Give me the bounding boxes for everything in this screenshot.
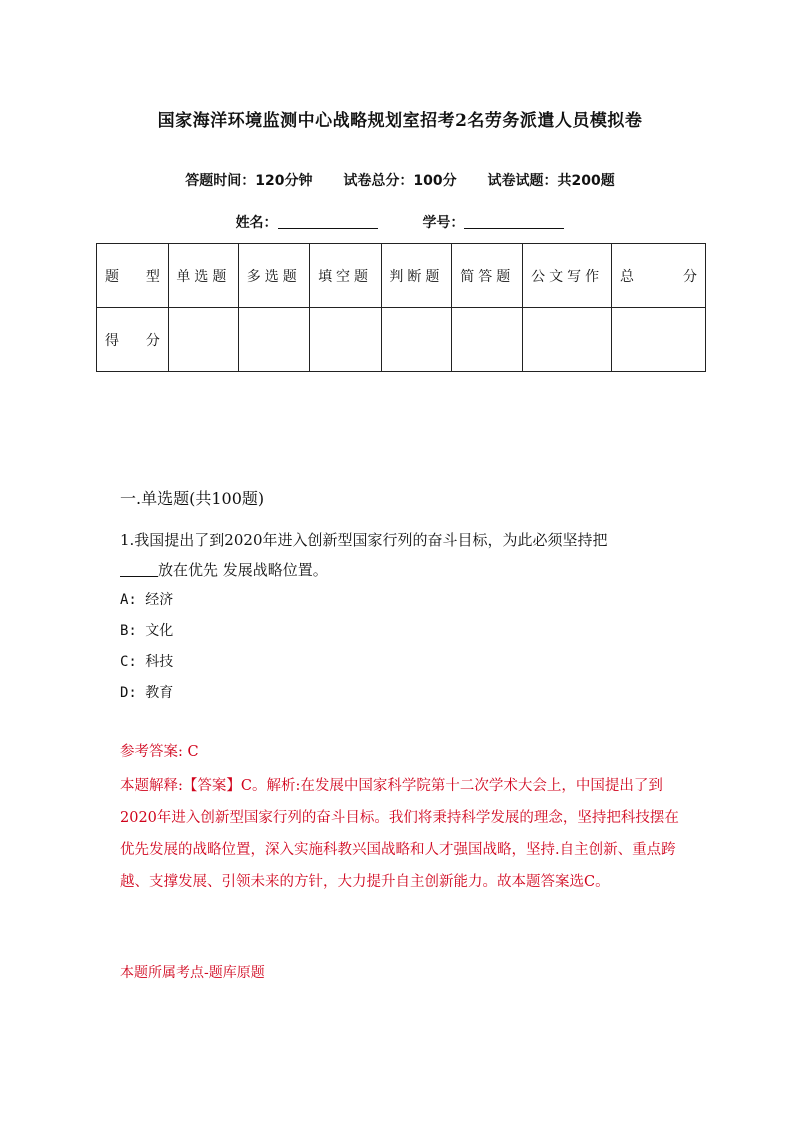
id-field	[422, 215, 564, 231]
score-label-left: 得	[105, 332, 119, 349]
score-cell-document-writing[interactable]	[523, 308, 612, 372]
section-title: 一.单选题(共100题)	[120, 489, 265, 508]
exam-time: 答题时间：120分钟	[185, 173, 313, 189]
name-label: 姓名：	[235, 215, 278, 231]
score-cell-fill-blank[interactable]	[309, 308, 381, 372]
name-field	[236, 215, 383, 231]
type-header-left: 题	[105, 268, 119, 285]
score-label-right: 分	[145, 332, 160, 349]
id-blank[interactable]	[464, 214, 564, 229]
score-cell-single-choice[interactable]	[168, 308, 238, 372]
score-table-score-row	[97, 308, 706, 372]
total-header-left: 总	[620, 268, 635, 285]
option-a[interactable]: A: 经济	[120, 592, 174, 608]
score-table	[96, 243, 706, 372]
score-cell-short-answer[interactable]	[452, 308, 523, 372]
exam-info-line	[0, 170, 800, 190]
total-header-right: 分	[683, 268, 697, 285]
question-line-2	[120, 555, 680, 585]
question-source: 本题所属考点-题库原题	[120, 965, 265, 981]
question-blank	[120, 562, 158, 577]
question-line-1: 1.我国提出了到2020年进入创新型国家行列的奋斗目标，为此必须坚持把	[120, 531, 608, 549]
col-true-false: 判断题	[381, 244, 452, 308]
exam-total-score: 试卷总分：100分	[343, 173, 457, 189]
option-c[interactable]: C: 科技	[120, 654, 174, 670]
score-cell-multi-choice[interactable]	[238, 308, 309, 372]
col-fill-blank: 填空题	[309, 244, 381, 308]
option-d[interactable]: D: 教育	[120, 685, 174, 701]
exam-title: 国家海洋环境监测中心战略规划室招考2名劳务派遣人员模拟卷	[157, 111, 643, 131]
type-header-right: 型	[145, 268, 160, 285]
exam-total-questions: 试卷试题：共200题	[487, 173, 615, 189]
student-info-line	[0, 212, 800, 232]
name-blank[interactable]	[278, 214, 378, 229]
type-header-cell	[97, 244, 169, 308]
option-b[interactable]: B: 文化	[120, 623, 174, 639]
score-cell-total[interactable]	[612, 308, 706, 372]
col-document-writing: 公文写作	[523, 244, 612, 308]
score-table-header-row	[97, 244, 706, 308]
col-short-answer: 简答题	[452, 244, 523, 308]
total-header-cell	[612, 244, 706, 308]
answer-explanation: 本题解释:【答案】C。解析:在发展中国家科学院第十二次学术大会上，中国提出了到2020年进入创新型国家行列的奋斗目标。我们将秉持科学发展的理念，坚持把科技摆在优先发展的战略位置，深入实施科教兴国战略和人才强国战略，坚持.自主创新、重点跨越、支撑发展、引领未来的方针，大力提升自主创新能力。故本题答案选C。	[120, 778, 679, 890]
reference-answer: 参考答案: C	[120, 744, 199, 760]
col-single-choice: 单选题	[168, 244, 238, 308]
question-line-2-text: 放在优先 发展战略位置。	[158, 561, 328, 579]
id-label: 学号：	[422, 215, 465, 231]
score-label-cell	[97, 308, 169, 372]
option-list	[120, 585, 173, 709]
question-stem	[120, 525, 680, 585]
score-cell-true-false[interactable]	[381, 308, 452, 372]
col-multi-choice: 多选题	[238, 244, 309, 308]
